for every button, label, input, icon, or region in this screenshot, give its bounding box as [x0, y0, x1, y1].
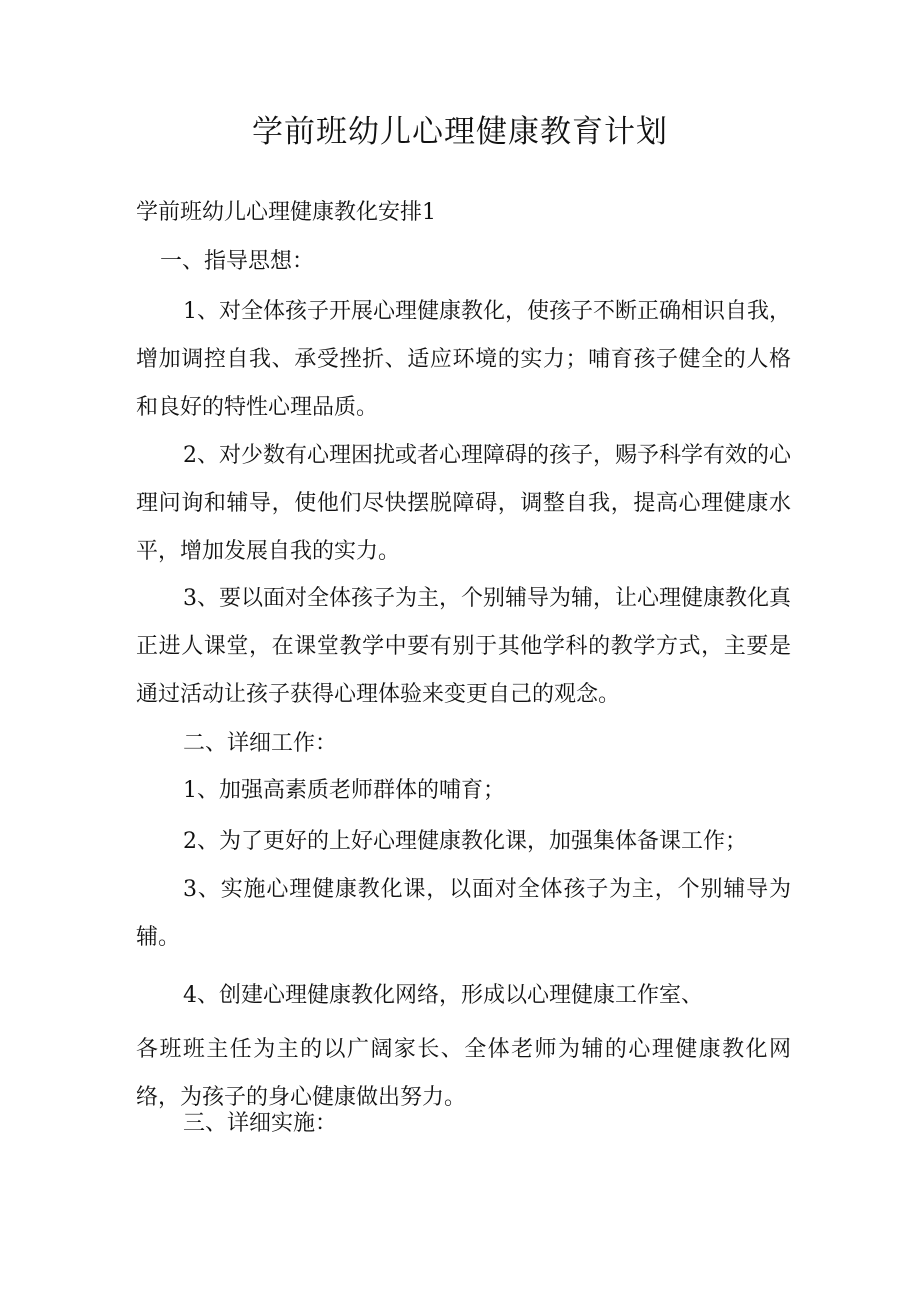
- paragraph-work-item-2: 2、为了更好的上好心理健康教化课，加强集体备课工作；: [183, 829, 747, 854]
- paragraph-work-item-1: 1、加强高素质老师群体的哺育；: [183, 778, 505, 803]
- paragraph-guiding-item-3: 3、要以面对全体孩子为主，个别辅导为辅，让心理健康教化真正进人课堂，在课堂教学中要有别于其他学科的教学方式，主要是通过活动让孩子获得心理体验来变更自己的观念。: [136, 586, 791, 707]
- document-title: 学前班幼儿心理健康教育计划: [252, 114, 668, 150]
- paragraph-work-item-3: 3、实施心理健康教化课，以面对全体孩子为主，个别辅导为辅。: [136, 877, 791, 950]
- document-subtitle: 学前班幼儿心理健康教化安排1: [136, 200, 436, 225]
- paragraph-guiding-item-1: 1、对全体孩子开展心理健康教化，使孩子不断正确相识自我，增加调控自我、承受挫折、适应环境的实力；哺育孩子健全的人格和良好的特性心理品质。: [136, 299, 791, 420]
- paragraph-work-item-4: 4、创建心理健康教化网络，形成以心理健康工作室、: [183, 983, 703, 1008]
- paragraph-guiding-item-2: 2、对少数有心理困扰或者心理障碍的孩子，赐予科学有效的心理问询和辅导，使他们尽快摆脱障碍，调整自我，提高心理健康水平，增加发展自我的实力。: [136, 443, 791, 564]
- section-heading-guiding-ideology: 一、指导思想：: [160, 249, 315, 274]
- section-heading-detailed-implementation: 三、详细实施：: [183, 1111, 338, 1136]
- paragraph-work-item-4-continued: 各班班主任为主的以广阔家长、全体老师为辅的心理健康教化网络，为孩子的身心健康做出努力。: [136, 1037, 791, 1110]
- section-heading-detailed-work: 二、详细工作：: [183, 731, 338, 756]
